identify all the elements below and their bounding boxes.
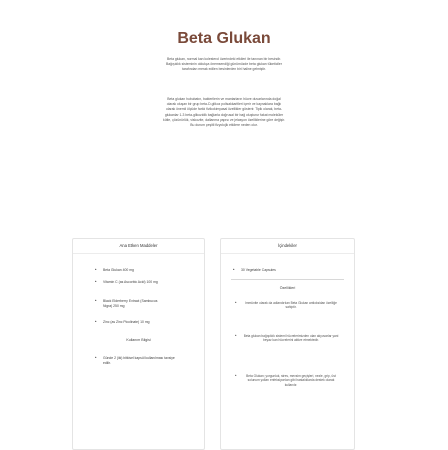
feature-text: Beta glukan bağışıklık sistemi hücrelerimizden olan akyuvarlar yani beyaz kan hücrelerini aktive etmektedir. — [243, 334, 339, 343]
list-item — [95, 298, 159, 308]
bullet-icon: • — [95, 319, 97, 324]
item-text: Beta Glukan 400 mg — [103, 268, 134, 272]
divider — [231, 279, 344, 280]
intro-paragraph-2 — [78, 97, 370, 128]
list-item — [95, 355, 175, 365]
feature-text: Beta Glukan; yorgunluk, stres, mevsim geçişleri, nezle, grip, üst solunum yolları enfeksiyonları gibi hastalıklarda destek olarak kullanılır. — [246, 374, 336, 387]
page-title: Beta Glukan — [177, 30, 271, 47]
item-text: Günde 2 (iki) bitkisel kapsül kullanılması tavsiye edilir. — [103, 356, 175, 365]
bullet-icon: • — [95, 267, 97, 272]
active-ingredients-box — [72, 238, 205, 450]
active-ingredients-header: Ana Etken Maddeler — [73, 239, 204, 254]
contents-box — [220, 238, 355, 450]
intro-line: Beta glukan, normal kan kolesterol üzerindeki etkileri ile tanınan bir besindir. — [166, 57, 282, 61]
intro-line: Beta glukan hububatın, bakterilerin ve mantarların hücre duvarlarında doğal — [167, 97, 281, 101]
intro-paragraph-1 — [78, 57, 370, 73]
intro-line: tarafından merak edilen besinlerden biri haline gelmiştir. — [182, 67, 266, 72]
bullet-icon: • — [95, 279, 97, 284]
features-title: Özellikleri — [279, 286, 296, 290]
item-text: Black Elderberry Extract (Sambucus Nigra) 250 mg — [103, 299, 158, 308]
intro-line: glukanlar 1-3 beta-glikozidik bağlarla doğrusal bir bağ oluşturur fakat moleküler — [164, 112, 284, 117]
item-text: 30 Vegetable Capsules — [241, 268, 276, 272]
intro-line: olarak oluşan bir grup beta-D-glikoz polisakkaritleri içerir ve kaynaklara bağlı — [166, 102, 282, 107]
contents-header: İçindekiler — [221, 239, 354, 254]
feature-item — [235, 333, 339, 343]
intro-line: olarak önemli ölçüde farklı fizikokimyasal özellikler gösterir. Tipik olarak, beta- — [165, 107, 283, 112]
feature-item — [235, 373, 339, 387]
item-text: Vitamin C (as Ascorbic Acid) 100 mg — [103, 280, 158, 284]
bullet-icon: • — [233, 267, 235, 272]
bullet-icon: • — [235, 373, 237, 378]
bullet-icon: • — [235, 300, 237, 305]
item-text: Zinc (as Zinc Picolinate) 10 mg — [103, 320, 150, 324]
intro-line: Bu durum çeşitli fizyolojik etkilere neden olur. — [190, 123, 258, 128]
bullet-icon: • — [95, 298, 97, 303]
list-item — [95, 279, 173, 285]
list-item — [95, 319, 195, 325]
feature-item — [235, 300, 339, 310]
feature-text: Immünite olarak da adlandırılan Beta Glukan antioksidan özelliğe sahiptir. — [245, 301, 337, 310]
list-item — [95, 267, 195, 273]
intro-line: Bağışıklık sisteminin oldukça önemsendiği günümüzde beta glukan tüketiciler — [166, 62, 282, 67]
list-item — [233, 267, 341, 273]
bullet-icon: • — [95, 355, 97, 360]
intro-line: kütle, çözünürlük, viskozite, dallanma yapısı ve jelasyon özelliklerine göre değişir. — [163, 117, 285, 122]
bullet-icon: • — [235, 333, 237, 338]
usage-title: Kullanım Bilgisi — [126, 338, 151, 342]
